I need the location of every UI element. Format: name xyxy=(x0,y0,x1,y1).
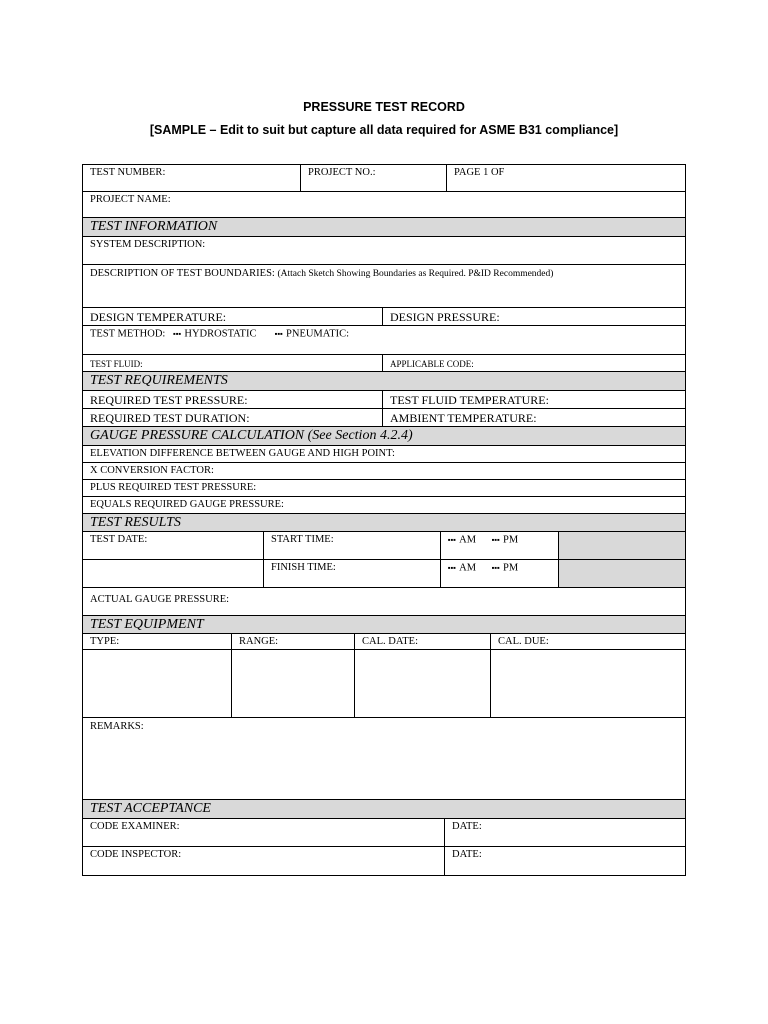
ambient-temperature-label: AMBIENT TEMPERATURE: xyxy=(390,411,537,425)
date-label: DATE: xyxy=(452,849,482,860)
page-field[interactable] xyxy=(447,165,685,191)
start-am-checkbox[interactable]: ■■■ xyxy=(448,537,457,542)
date-label: DATE: xyxy=(452,821,482,832)
code-examiner-row xyxy=(83,819,685,847)
page-label: PAGE 1 OF xyxy=(454,167,505,178)
system-description-label: SYSTEM DESCRIPTION: xyxy=(90,239,206,250)
start-pm-checkbox[interactable]: ■■■ xyxy=(491,537,500,542)
finish-time-field[interactable] xyxy=(264,560,441,587)
code-inspector-label: CODE INSPECTOR: xyxy=(90,849,182,860)
elevation-row xyxy=(83,446,685,463)
plus-pressure-field[interactable] xyxy=(83,480,685,496)
boundaries-row xyxy=(83,265,685,308)
cal-due-entry[interactable] xyxy=(491,650,685,717)
design-pressure-field[interactable] xyxy=(383,308,685,325)
requirements-row-1 xyxy=(83,391,685,409)
test-fluid-temperature-field[interactable] xyxy=(383,391,685,408)
start-ampm xyxy=(441,532,559,559)
section-heading: TEST ACCEPTANCE xyxy=(83,800,685,818)
project-no-label: PROJECT NO.: xyxy=(308,167,376,178)
cal-date-entry[interactable] xyxy=(355,650,491,717)
actual-gauge-row xyxy=(83,588,685,616)
header-row xyxy=(83,165,685,192)
remarks-field[interactable] xyxy=(83,718,685,799)
required-test-duration-field[interactable] xyxy=(83,409,383,426)
range-label: RANGE: xyxy=(239,636,279,647)
test-acceptance-section xyxy=(83,800,685,819)
finish-am-checkbox[interactable]: ■■■ xyxy=(448,565,457,570)
pneumatic-checkbox[interactable]: ■■■ xyxy=(274,331,284,336)
plus-row xyxy=(83,480,685,497)
applicable-code-label: APPLICABLE CODE: xyxy=(390,359,474,369)
required-test-duration-label: REQUIRED TEST DURATION: xyxy=(90,411,250,425)
conversion-row xyxy=(83,463,685,480)
boundaries-label: DESCRIPTION OF TEST BOUNDARIES: xyxy=(90,268,275,279)
project-name-row xyxy=(83,192,685,218)
design-pressure-label: DESIGN PRESSURE: xyxy=(390,310,500,324)
test-method-row xyxy=(83,326,685,355)
test-fluid-field[interactable] xyxy=(83,355,383,371)
code-examiner-label: CODE EXAMINER: xyxy=(90,821,180,832)
finish-time-row xyxy=(83,560,685,588)
hydrostatic-checkbox[interactable]: ■■■ xyxy=(173,331,182,336)
finish-pm-checkbox[interactable]: ■■■ xyxy=(491,565,500,570)
test-date-field[interactable] xyxy=(83,532,264,559)
start-time-label: START TIME: xyxy=(271,534,334,545)
hydrostatic-label: HYDROSTATIC xyxy=(184,328,257,340)
examiner-date-field[interactable] xyxy=(445,819,685,846)
cal-due-label: CAL. DUE: xyxy=(498,636,549,647)
equals-pressure-field[interactable] xyxy=(83,497,685,513)
cal-date-label: CAL. DATE: xyxy=(362,636,418,647)
test-number-label: TEST NUMBER: xyxy=(90,167,166,178)
actual-gauge-pressure-label: ACTUAL GAUGE PRESSURE: xyxy=(90,594,230,605)
test-equipment-section xyxy=(83,616,685,634)
am-label: AM xyxy=(459,562,477,574)
project-name-field[interactable] xyxy=(83,192,685,217)
test-fluid-label: TEST FLUID: xyxy=(90,359,143,369)
section-heading: TEST RESULTS xyxy=(83,514,685,531)
plus-pressure-label: PLUS REQUIRED TEST PRESSURE: xyxy=(90,482,257,493)
finish-time-label: FINISH TIME: xyxy=(271,562,336,573)
design-temperature-label: DESIGN TEMPERATURE: xyxy=(90,310,227,324)
test-method-field xyxy=(83,326,685,354)
ambient-temperature-field[interactable] xyxy=(383,409,685,426)
pm-label: PM xyxy=(502,562,519,574)
equals-row xyxy=(83,497,685,514)
pm-label: PM xyxy=(502,534,519,546)
type-entry[interactable] xyxy=(83,650,232,717)
type-label: TYPE: xyxy=(90,636,120,647)
type-header xyxy=(83,634,232,649)
start-time-field[interactable] xyxy=(264,532,441,559)
requirements-row-2 xyxy=(83,409,685,427)
code-inspector-row xyxy=(83,847,685,875)
applicable-code-field[interactable] xyxy=(383,355,685,371)
system-description-row xyxy=(83,237,685,265)
section-heading: TEST INFORMATION xyxy=(83,218,685,236)
test-date-value[interactable] xyxy=(83,560,264,587)
pressure-test-form xyxy=(82,164,686,876)
test-information-section xyxy=(83,218,685,237)
form-title: PRESSURE TEST RECORD xyxy=(303,100,465,114)
test-requirements-section xyxy=(83,372,685,391)
equipment-header-row xyxy=(83,634,685,650)
conversion-label: X CONVERSION FACTOR: xyxy=(90,465,214,476)
gauge-calculation-section xyxy=(83,427,685,446)
pneumatic-label: PNEUMATIC: xyxy=(286,328,350,340)
code-inspector-field[interactable] xyxy=(83,847,445,875)
test-results-section xyxy=(83,514,685,532)
am-label: AM xyxy=(459,534,477,546)
test-date-label: TEST DATE: xyxy=(90,534,148,545)
section-heading: TEST EQUIPMENT xyxy=(83,616,685,633)
boundaries-field[interactable] xyxy=(83,265,685,307)
code-examiner-field[interactable] xyxy=(83,819,445,846)
remarks-row xyxy=(83,718,685,800)
cal-date-header xyxy=(355,634,491,649)
design-row xyxy=(83,308,685,326)
section-heading: GAUGE PRESSURE CALCULATION (See Section 4.2.4) xyxy=(83,427,685,445)
actual-gauge-pressure-field[interactable] xyxy=(83,588,685,615)
fluid-code-row xyxy=(83,355,685,372)
inspector-date-field[interactable] xyxy=(445,847,685,875)
range-header xyxy=(232,634,355,649)
project-no-field[interactable] xyxy=(301,165,447,191)
equipment-entry-row xyxy=(83,650,685,718)
required-test-pressure-label: REQUIRED TEST PRESSURE: xyxy=(90,393,248,407)
shaded-cell xyxy=(559,560,685,587)
section-heading: TEST REQUIREMENTS xyxy=(83,372,685,390)
conversion-field[interactable] xyxy=(83,463,685,479)
remarks-label: REMARKS: xyxy=(90,721,144,732)
elevation-label: ELEVATION DIFFERENCE BETWEEN GAUGE AND HIGH POINT: xyxy=(90,448,395,459)
test-number-field[interactable] xyxy=(83,165,301,191)
range-entry[interactable] xyxy=(232,650,355,717)
required-test-pressure-field[interactable] xyxy=(83,391,383,408)
test-method-label: TEST METHOD: xyxy=(90,328,166,340)
start-time-row xyxy=(83,532,685,560)
boundaries-note: (Attach Sketch Showing Boundaries as Required. P&ID Recommended) xyxy=(277,269,554,279)
test-fluid-temperature-label: TEST FLUID TEMPERATURE: xyxy=(390,393,549,407)
design-temperature-field[interactable] xyxy=(83,308,383,325)
equals-pressure-label: EQUALS REQUIRED GAUGE PRESSURE: xyxy=(90,499,284,510)
cal-due-header xyxy=(491,634,685,649)
elevation-field[interactable] xyxy=(83,446,685,462)
form-subtitle: [SAMPLE – Edit to suit but capture all data required for ASME B31 compliance] xyxy=(149,123,619,137)
project-name-label: PROJECT NAME: xyxy=(90,194,171,205)
finish-ampm xyxy=(441,560,559,587)
system-description-field[interactable] xyxy=(83,237,685,264)
shaded-cell xyxy=(559,532,685,559)
